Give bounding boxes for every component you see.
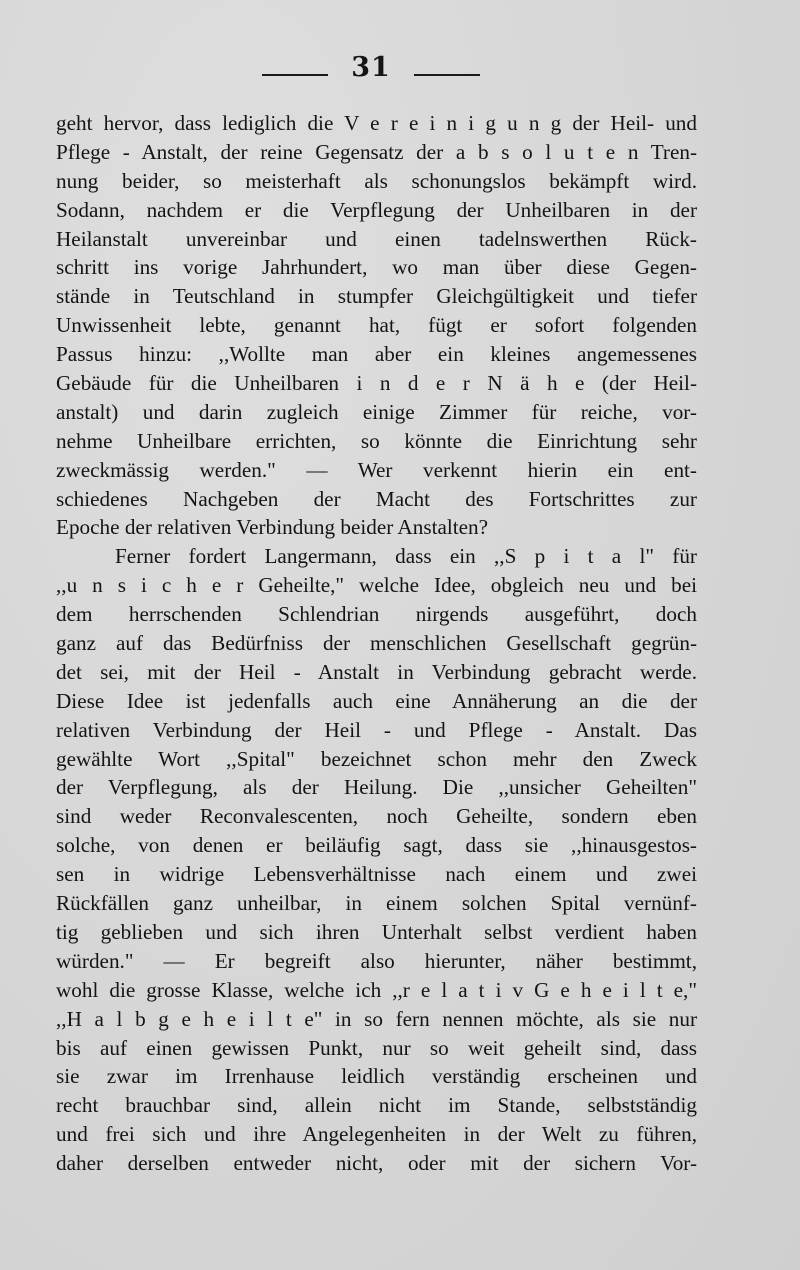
text-line: Heilanstalt unvereinbar und einen tadelnswerthen Rück-: [56, 226, 697, 251]
text-line: Diese Idee ist jedenfalls auch eine Annäherung an die der: [56, 688, 697, 713]
text-line: zweckmässig werden." — Wer verkennt hierin ein ent-: [56, 457, 697, 482]
text-line: relativen Verbindung der Heil - und Pflege - Anstalt. Das: [56, 717, 697, 742]
header-rule-right: [414, 74, 480, 76]
page-number: 31: [351, 52, 391, 83]
text-line: schiedenes Nachgeben der Macht des Fortschrittes zur: [56, 486, 697, 511]
text-line: ganz auf das Bedürfniss der menschlichen Gesellschaft gegrün-: [56, 631, 697, 656]
text-line: nehme Unheilbare errichten, so könnte die Einrichtung sehr: [56, 428, 697, 453]
text-line: ,,H a l b g e h e i l t e" in so fern nennen möchte, als sie nur: [56, 1006, 697, 1031]
text-line: anstalt) und darin zugleich einige Zimmer für reiche, vor-: [56, 399, 697, 424]
text-line: dem herrschenden Schlendrian nirgends ausgeführt, doch: [56, 602, 697, 627]
text-line: gewählte Wort ,,Spital" bezeichnet schon mehr den Zweck: [56, 746, 697, 771]
text-line: stände in Teutschland in stumpfer Gleichgültigkeit und tiefer: [56, 284, 697, 309]
text-line: schritt ins vorige Jahrhundert, wo man über diese Gegen-: [56, 255, 697, 280]
text-line: Rückfällen ganz unheilbar, in einem solchen Spital vernünf-: [56, 891, 697, 916]
text-line: daher derselben entweder nicht, oder mit der sichern Vor-: [56, 1151, 697, 1176]
text-line: der Verpflegung, als der Heilung. Die ,,unsicher Geheilten": [56, 775, 697, 800]
page-header: [0, 50, 800, 94]
text-line: solche, von denen er beiläufig sagt, dass sie ,,hinausgestos-: [56, 833, 697, 858]
text-line: und frei sich und ihre Angelegenheiten in der Welt zu führen,: [56, 1122, 697, 1147]
text-line: ,,u n s i c h e r Geheilte," welche Idee, obgleich neu und bei: [56, 573, 697, 598]
text-line: tig geblieben und sich ihren Unterhalt selbst verdient haben: [56, 919, 697, 944]
header-rule-left: [262, 74, 328, 76]
text-line: sie zwar im Irrenhause leidlich verständig erscheinen und: [56, 1064, 697, 1089]
text-line: Pflege - Anstalt, der reine Gegensatz der a b s o l u t e n Tren-: [56, 139, 697, 164]
text-line: würden." — Er begreift also hierunter, näher bestimmt,: [56, 948, 697, 973]
text-line: det sei, mit der Heil - Anstalt in Verbindung gebracht werde.: [56, 659, 697, 684]
text-line: geht hervor, dass lediglich die V e r e i n i g u n g der Heil- und: [56, 111, 697, 135]
text-line-paragraph-start: Ferner fordert Langermann, dass ein ,,S p i t a l" für: [115, 544, 697, 569]
text-line: Passus hinzu: ,,Wollte man aber ein kleines angemessenes: [56, 342, 697, 367]
text-line: Unwissenheit lebte, genannt hat, fügt er sofort folgenden: [56, 313, 697, 338]
text-line: sen in widrige Lebensverhältnisse nach einem und zwei: [56, 862, 697, 887]
text-line-paragraph-end: Epoche der relativen Verbindung beider Anstalten?: [56, 515, 489, 540]
body-text: [56, 109, 697, 1178]
text-line: bis auf einen gewissen Punkt, nur so weit geheilt sind, dass: [56, 1035, 697, 1060]
text-line: sind weder Reconvalescenten, noch Geheilte, sondern eben: [56, 804, 697, 829]
text-line: Sodann, nachdem er die Verpflegung der Unheilbaren in der: [56, 197, 697, 222]
text-line: nung beider, so meisterhaft als schonungslos bekämpft wird.: [56, 168, 697, 193]
text-line: wohl die grosse Klasse, welche ich ,,r e l a t i v G e h e i l t e,": [56, 977, 697, 1002]
text-line: recht brauchbar sind, allein nicht im Stande, selbstständig: [56, 1093, 697, 1118]
text-line: Gebäude für die Unheilbaren i n d e r N ä h e (der Heil-: [56, 371, 697, 396]
